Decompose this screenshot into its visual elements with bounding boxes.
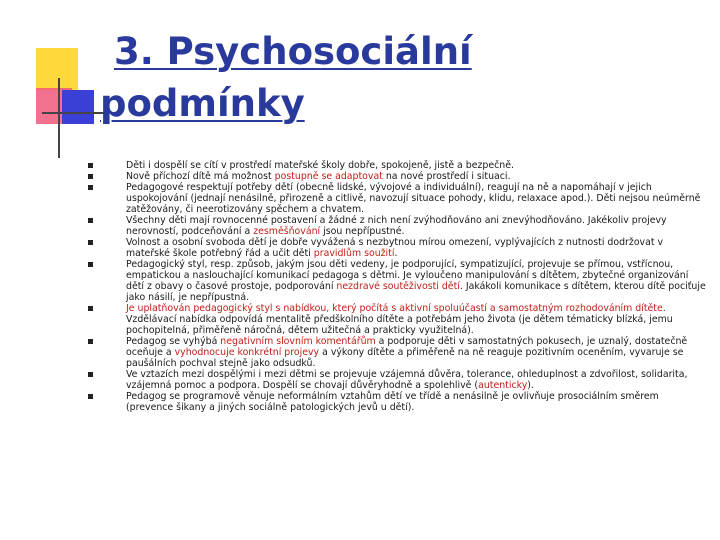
- decor-horizontal-line: [42, 112, 104, 114]
- bullet-text: na nové prostředí i situaci.: [382, 171, 511, 182]
- bullet-square-icon: [88, 372, 93, 377]
- bullet-item: [88, 182, 708, 215]
- bullet-text: Ve vztazích mezi dospělými i mezi dětmi se projevuje vzájemná důvěra, tolerance, ohleduplnost a zdvořilost, solidarita, vzájemná pomoc a podpora. Dospělí se chovají důvěryhodně a spolehlivě (: [126, 369, 688, 391]
- highlighted-text: pravidlům soužití: [313, 248, 395, 259]
- bullet-text: Nově příchozí dítě má možnost: [126, 171, 275, 182]
- bullet-text: .: [394, 248, 398, 259]
- bullet-square-icon: [88, 339, 93, 344]
- bullet-item: [88, 259, 708, 303]
- bullet-item: [88, 391, 708, 413]
- bullet-square-icon: [88, 218, 93, 223]
- bullet-square-icon: [88, 163, 93, 168]
- bullet-item: [88, 171, 708, 182]
- bullet-item: [88, 336, 708, 369]
- highlighted-text: postupně se adaptovat: [274, 171, 383, 182]
- bullet-text: Všechny děti mají rovnocenné postavení a žádné z nich není zvýhodňováno ani znevýhodňováno. Jakékoliv projevy nerovností, podceňování a: [126, 215, 667, 237]
- highlighted-text: Je uplatňován pedagogický styl s nabídkou, který počítá s aktivní spoluúčastí a samostatným rozhodováním dítěte: [126, 303, 663, 314]
- bullet-text: ).: [527, 380, 534, 391]
- bullet-text: Pedagog se vyhýbá: [126, 336, 221, 347]
- bullet-text: Pedagog se programově věnuje neformálním vztahům dětí ve třídě a nenásilně je ovlivňuje prosociálním směrem (prevence šikany a jiných sociálně patologických jevů u dětí).: [126, 391, 659, 413]
- bullet-text: Pedagogové respektují potřeby dětí (obecně lidské, vývojové a individuální), reagují na ně a napomáhají v jejich uspokojování (jednají nenásilně, přirozeně a citlivě, navozují situace pohody, klidu, relaxace apod.). Děti nejsou neúměrně zatěžovány, či neerotizovány spěchem a chvatem.: [126, 182, 701, 215]
- bullet-square-icon: [88, 174, 93, 179]
- bullet-item: [88, 303, 708, 336]
- decor-yellow-square: [36, 48, 78, 90]
- slide-title-line2: podmínky: [100, 82, 305, 125]
- decor-vertical-line: [58, 78, 60, 158]
- bullet-square-icon: [88, 394, 93, 399]
- bullet-text: . Vzdělávací nabídka odpovídá mentalitě předškolního dítěte a potřebám jeho života (je dětem tématicky blízká, jemu pochopitelná, přiměřeně náročná, dětem užitečná a prakticky využitelná).: [126, 303, 673, 336]
- bullet-text: Volnost a osobní svoboda dětí je dobře vyvážená s nezbytnou mírou omezení, vyplývajících z nutnosti dodržovat v mateřské škole potřebný řád a učit děti: [126, 237, 664, 259]
- highlighted-text: vyhodnocuje konkrétní projevy: [174, 347, 320, 358]
- bullet-text: . Jakákoli komunikace s dítětem, kterou dítě pociťuje jako násilí, je nepřípustná.: [126, 281, 706, 303]
- highlighted-text: nezdravé soutěživosti dětí: [336, 281, 460, 292]
- bullet-list: [88, 160, 708, 413]
- decor-blue-square: [62, 90, 94, 124]
- bullet-text: Děti i dospělí se cítí v prostředí mateřské školy dobře, spokojeně, jistě a bezpečně.: [126, 160, 514, 171]
- highlighted-text: negativním slovním komentářům: [220, 336, 376, 347]
- slide-title: [100, 26, 700, 130]
- bullet-square-icon: [88, 185, 93, 190]
- bullet-square-icon: [88, 306, 93, 311]
- bullet-item: [88, 215, 708, 237]
- highlighted-text: autenticky: [478, 380, 528, 391]
- bullet-item: [88, 369, 708, 391]
- bullet-square-icon: [88, 262, 93, 267]
- bullet-text: jsou nepřípustné.: [320, 226, 405, 237]
- bullet-item: [88, 160, 708, 171]
- bullet-item: [88, 237, 708, 259]
- bullet-text: Pedagogický styl, resp. způsob, jakým jsou děti vedeny, je podporující, sympatizující, projevuje se přímou, vstřícnou, empatickou a naslouchající komunikací pedagoga s dětmi. Je vyloučeno manipulování s dítětem, zbytečné organizování dětí z obavy o časové prostoje, podporování: [126, 259, 689, 292]
- bullet-text: a výkony dítěte a přiměřeně na ně reaguje pozitivním oceněním, vyvaruje se paušálních pochval stejně jako odsudků.: [126, 347, 684, 369]
- bullet-square-icon: [88, 240, 93, 245]
- bullet-text: a podporuje děti v samostatných pokusech, je uznalý, dostatečně oceňuje a: [126, 336, 688, 358]
- slide-title-line1: 3. Psychosociální: [114, 30, 472, 73]
- highlighted-text: zesměšňování: [253, 226, 321, 237]
